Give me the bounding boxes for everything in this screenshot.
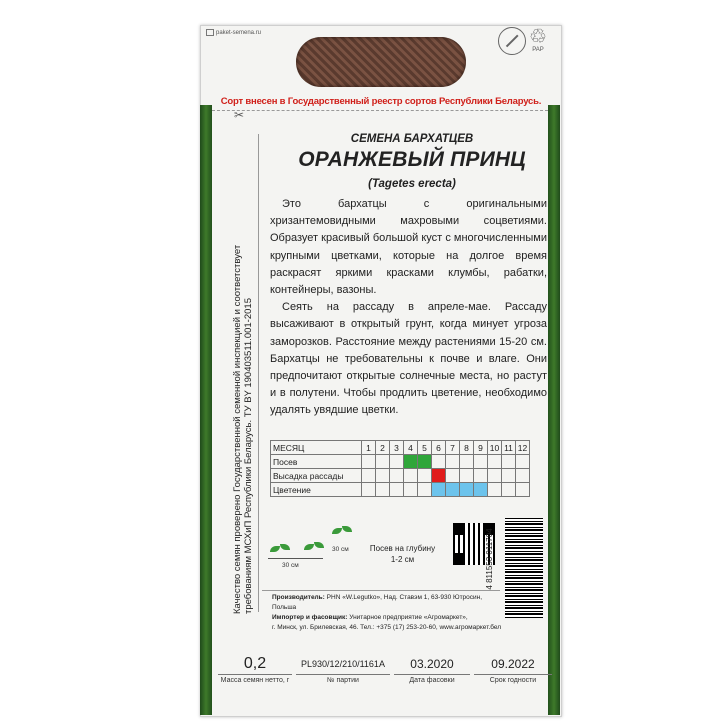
sowing-month-cell	[404, 455, 418, 469]
calendar-row-label: Высадка рассады	[271, 469, 362, 483]
flowering-month-cell	[460, 483, 474, 497]
sowing-calendar	[270, 440, 530, 497]
sprout-icon	[270, 546, 280, 552]
month-cell: 3	[390, 441, 404, 455]
month-cell: 4	[404, 441, 418, 455]
no-glass-recycle-icon	[498, 27, 526, 55]
month-cell: 1	[362, 441, 376, 455]
sprout-icon	[332, 528, 342, 534]
sprout-icon	[280, 544, 290, 550]
net-mass: 0,2 Масса семян нетто, г	[218, 650, 292, 690]
month-cell: 6	[432, 441, 446, 455]
month-cell: 5	[418, 441, 432, 455]
calendar-header-row	[271, 441, 530, 455]
site-label: paket-semena.ru	[206, 29, 261, 36]
recycle-triangle-icon: ♲	[529, 26, 547, 48]
product-kind: СЕМЕНА БАРХАТЦЕВ	[350, 133, 474, 145]
month-cell: 9	[474, 441, 488, 455]
month-cell: 12	[516, 441, 530, 455]
sowing-depth: Посев на глубину 1-2 см	[369, 544, 436, 564]
plant-spacing-label: 30 см	[332, 546, 349, 553]
calendar-header-label: МЕСЯЦ	[271, 441, 362, 455]
flowering-month-cell	[446, 483, 460, 497]
month-cell: 10	[488, 441, 502, 455]
month-cell: 2	[376, 441, 390, 455]
packing-date: 03.2020 Дата фасовки	[394, 650, 470, 690]
sowing-month-cell	[418, 455, 432, 469]
description-paragraph: Сеять на рассаду в апреле-мае. Рассаду высаживают в открытый грунт, когда минует угроза заморозков. Расстояние между растениями 15-20 см. Бархатцы не требовательны к почве и влаге. Они предпочитают открытые солнечные места, но растут и в полутени. Чтобы продлить цветение, необходимо удалять увядшие цветки.	[270, 301, 547, 417]
sprout-icon	[342, 526, 352, 532]
cut-line	[212, 110, 548, 111]
planting-diagram	[266, 522, 366, 572]
flowering-month-cell	[474, 483, 488, 497]
sprout-icon	[304, 544, 314, 550]
spine-divider	[258, 134, 259, 612]
month-cell: 7	[446, 441, 460, 455]
producer-info: Производитель: PHN «W.Legutko», Над. Ставэм 1, 63-930 Ютросин, Польша Импортер и фасовщик: Унитарное предприятие «Агромаркет», г. Минск, ул. Брилевская, 46. Тел.: +375 (17) 253-20-60, www.агромаркет.бел	[272, 594, 502, 631]
row-spacing-label: 30 см	[282, 562, 299, 569]
flowering-month-cell	[432, 483, 446, 497]
site-icon	[206, 29, 214, 36]
recycle-pap-icon: ♲ PAP	[527, 27, 549, 57]
scissors-icon: ✂	[234, 108, 245, 122]
packet-footer	[218, 650, 554, 690]
product-description	[270, 196, 547, 420]
spacing-line	[268, 558, 323, 559]
producer-divider	[262, 590, 500, 591]
batch-number: PL930/12/210/1161A № партии	[296, 650, 390, 690]
barcode-number: 4 811553 011704	[485, 528, 494, 590]
transplant-month-cell	[432, 469, 446, 483]
calendar-row-label: Цветение	[271, 483, 362, 497]
packet-edge-right	[548, 105, 560, 715]
calendar-row-transplant	[271, 469, 530, 483]
hanger-hole	[296, 37, 466, 87]
expiry-date: 09.2022 Срок годности	[474, 650, 552, 690]
sprout-icon	[314, 542, 324, 548]
spine-quality-text: Качество семян проверено Государственной семенной инспекцией и соответствует требованиям МСХиП Республики Беларусь. ТУ BY 190403511.001-2015	[232, 244, 254, 614]
calendar-row-sowing	[271, 455, 530, 469]
calendar-row-label: Посев	[271, 455, 362, 469]
month-cell: 11	[502, 441, 516, 455]
description-paragraph: Это бархатцы с оригинальными хризантемовидными махровыми соцветиями. Образует красивый большой куст с многочисленными крупными цветками, которые на долгое время раскрасят яркими красками клумбы, рабатки, контейнеры, вазоны.	[270, 198, 547, 297]
product-latin-name: (Tagetes erecta)	[368, 178, 456, 190]
packet-edge-left	[200, 105, 212, 715]
barcode	[505, 518, 543, 618]
product-name: ОРАНЖЕВЫЙ ПРИНЦ	[298, 148, 526, 171]
calendar-row-flowering	[271, 483, 530, 497]
month-cell: 8	[460, 441, 474, 455]
registry-notice: Сорт внесен в Государственный реестр сортов Республики Беларусь.	[220, 96, 542, 107]
